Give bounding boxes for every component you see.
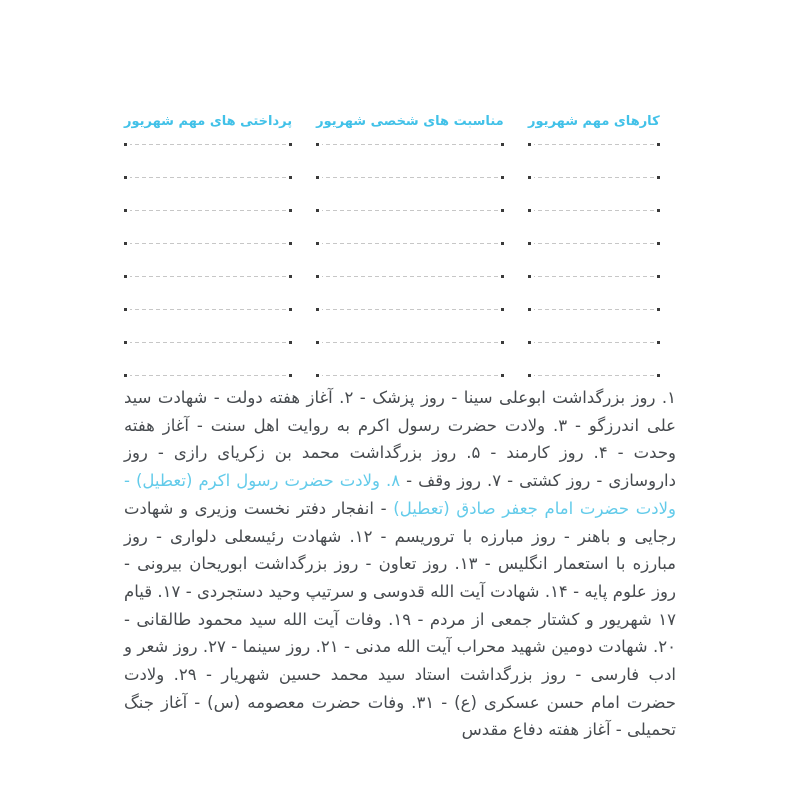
line-end-dot	[289, 242, 292, 245]
line-end-dot	[501, 176, 504, 179]
line-end-dot	[501, 374, 504, 377]
line-end-dot	[316, 176, 319, 179]
writing-line	[124, 374, 292, 377]
dashed-rule	[534, 276, 654, 277]
line-end-dot	[289, 143, 292, 146]
column-personal-occasions	[316, 100, 504, 407]
line-end-dot	[657, 374, 660, 377]
line-end-dot	[316, 275, 319, 278]
line-end-dot	[316, 143, 319, 146]
writing-line	[316, 308, 504, 311]
line-end-dot	[316, 209, 319, 212]
line-end-dot	[528, 308, 531, 311]
dashed-rule	[322, 342, 498, 343]
line-end-dot	[657, 176, 660, 179]
writing-line	[124, 341, 292, 344]
line-end-dot	[124, 341, 127, 344]
dashed-rule	[130, 309, 286, 310]
line-end-dot	[657, 242, 660, 245]
dashed-rule	[322, 144, 498, 145]
writing-line	[124, 176, 292, 179]
writing-line	[124, 242, 292, 245]
writing-line	[124, 209, 292, 212]
line-end-dot	[124, 308, 127, 311]
line-end-dot	[289, 275, 292, 278]
line-end-dot	[528, 374, 531, 377]
dashed-rule	[534, 177, 654, 178]
line-end-dot	[528, 176, 531, 179]
dashed-rule	[130, 375, 286, 376]
line-end-dot	[657, 275, 660, 278]
line-end-dot	[528, 341, 531, 344]
line-end-dot	[528, 209, 531, 212]
writing-line	[316, 374, 504, 377]
line-end-dot	[124, 374, 127, 377]
dashed-rule	[534, 375, 654, 376]
line-end-dot	[501, 308, 504, 311]
writing-line	[528, 275, 660, 278]
dashed-rule	[534, 144, 654, 145]
columns-section	[124, 100, 660, 407]
writing-line	[528, 374, 660, 377]
column-important-tasks	[528, 100, 660, 407]
line-end-dot	[528, 143, 531, 146]
writing-line	[528, 209, 660, 212]
writing-line	[124, 275, 292, 278]
line-end-dot	[316, 242, 319, 245]
writing-line	[124, 308, 292, 311]
line-end-dot	[528, 275, 531, 278]
line-end-dot	[289, 374, 292, 377]
dashed-rule	[130, 276, 286, 277]
line-end-dot	[289, 176, 292, 179]
column-title-important-tasks: کارهای مهم شهریور	[528, 114, 660, 129]
dashed-rule	[322, 375, 498, 376]
dashed-rule	[322, 276, 498, 277]
line-end-dot	[124, 176, 127, 179]
line-end-dot	[316, 308, 319, 311]
dashed-rule	[322, 210, 498, 211]
writing-line	[528, 242, 660, 245]
dashed-rule	[534, 342, 654, 343]
line-end-dot	[124, 275, 127, 278]
line-end-dot	[289, 308, 292, 311]
line-end-dot	[657, 308, 660, 311]
line-end-dot	[501, 209, 504, 212]
line-end-dot	[501, 341, 504, 344]
line-end-dot	[316, 374, 319, 377]
writing-line	[528, 341, 660, 344]
column-title-important-payments: پرداختی های مهم شهریور	[124, 114, 293, 129]
dashed-rule	[130, 144, 286, 145]
column-title-personal-occasions: مناسبت های شخصی شهریور	[316, 114, 504, 129]
dashed-rule	[130, 177, 286, 178]
dashed-rule	[534, 243, 654, 244]
dashed-rule	[534, 309, 654, 310]
line-end-dot	[501, 275, 504, 278]
dashed-rule	[322, 177, 498, 178]
dashed-rule	[130, 243, 286, 244]
column-rules-personal-occasions	[316, 143, 504, 377]
line-end-dot	[289, 341, 292, 344]
writing-line	[316, 242, 504, 245]
events-paragraph	[124, 384, 676, 744]
line-end-dot	[316, 341, 319, 344]
line-end-dot	[657, 341, 660, 344]
line-end-dot	[124, 209, 127, 212]
writing-line	[528, 143, 660, 146]
writing-line	[316, 143, 504, 146]
writing-line	[316, 209, 504, 212]
line-end-dot	[528, 242, 531, 245]
events-text: ۱. روز بزرگداشت ابوعلی سینا - روز پزشک - ۲. آغاز هفته دولت - شهادت سید علی اندرزگو - ۳. ولادت حضرت رسول اکرم به روایت اهل سنت - آغاز هفته وحدت - ۴. روز کارمند - ۵. روز بزرگداشت محمد بن زکریای رازی - روز داروسازی - روز کشتی - ۷. روز وقف -	[124, 388, 677, 491]
writing-line	[528, 176, 660, 179]
writing-line	[316, 176, 504, 179]
line-end-dot	[501, 143, 504, 146]
line-end-dot	[124, 143, 127, 146]
dashed-rule	[130, 210, 286, 211]
column-rules-important-tasks	[528, 143, 660, 377]
column-rules-important-payments	[124, 143, 292, 377]
line-end-dot	[501, 242, 504, 245]
writing-line	[316, 275, 504, 278]
writing-line	[124, 143, 292, 146]
events-highlight-text: ۸. ولادت حضرت رسول اکرم (تعطیل) - ولادت حضرت امام جعفر صادق (تعطیل)	[124, 471, 676, 518]
line-end-dot	[124, 242, 127, 245]
dashed-rule	[322, 243, 498, 244]
line-end-dot	[657, 143, 660, 146]
column-important-payments	[124, 100, 292, 407]
dashed-rule	[322, 309, 498, 310]
line-end-dot	[657, 209, 660, 212]
writing-line	[316, 341, 504, 344]
line-end-dot	[289, 209, 292, 212]
dashed-rule	[130, 342, 286, 343]
events-text: - انفجار دفتر نخست وزیری و شهادت رجایی و باهنر - روز مبارزه با تروریسم - ۱۲. شهادت رئیسعلی دلواری - روز مبارزه با استعمار انگلیس - ۱۳. روز تعاون - روز بزرگداشت ابوریحان بیرونی - روز علوم پایه - ۱۴. شهادت آیت الله قدوسی و سرتیپ وحید دستجردی - ۱۷. قیام ۱۷ شهریور و کشتار جمعی از مردم - ۱۹. وفات آیت الله سید محمود طالقانی - ۲۰. شهادت دومین شهید محراب آیت الله مدنی - ۲۱. روز سینما - ۲۷. روز شعر و ادب فارسی - روز بزرگداشت استاد سید محمد حسین شهریار - ۲۹. ولادت حضرت امام حسن عسکری (ع) - ۳۱. وفات حضرت معصومه (س) - آغاز جنگ تحمیلی - آغاز هفته دفاع مقدس	[124, 498, 677, 740]
writing-line	[528, 308, 660, 311]
dashed-rule	[534, 210, 654, 211]
